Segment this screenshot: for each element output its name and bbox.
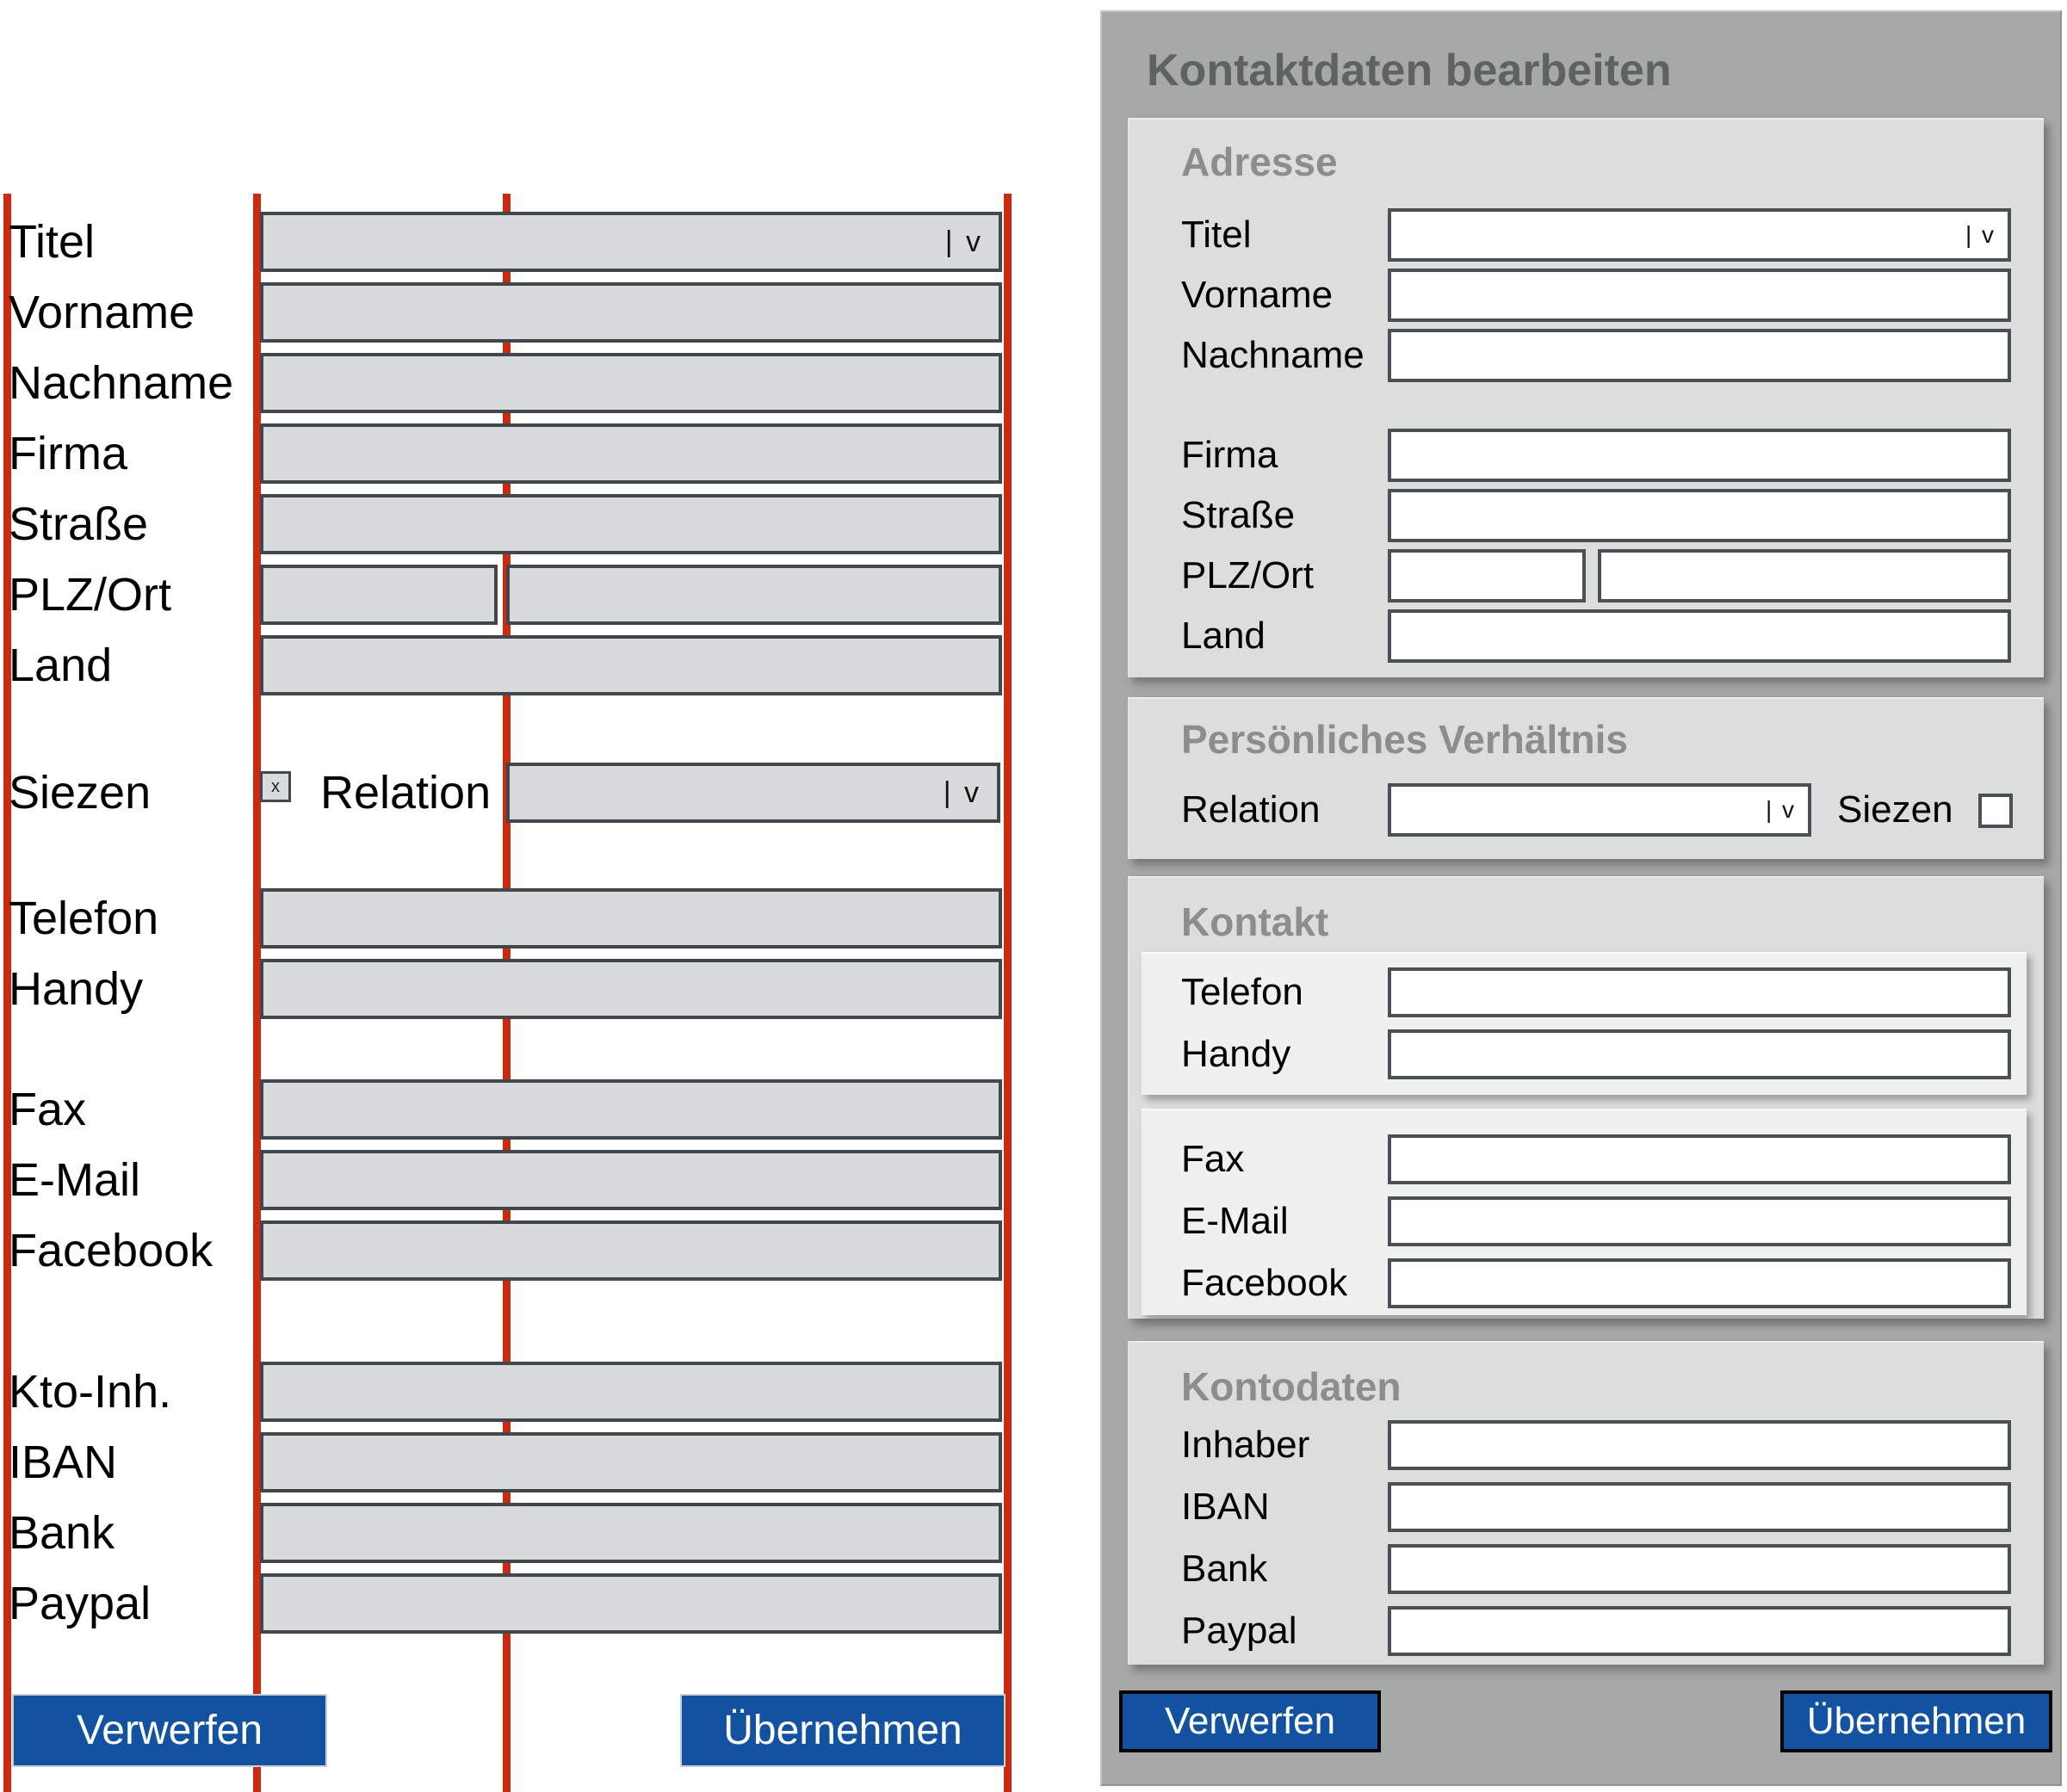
facebook-field[interactable] xyxy=(260,1220,1002,1281)
wire-row-firma xyxy=(0,423,1016,484)
strasse-input[interactable] xyxy=(1388,489,2011,542)
plz-ort-label: PLZ/Ort xyxy=(9,569,172,621)
row-inhaber xyxy=(1129,1420,2045,1470)
handy-field[interactable] xyxy=(260,959,1002,1019)
paypal-label: Paypal xyxy=(1181,1610,1297,1652)
row-firma xyxy=(1129,429,2045,482)
paypal-input[interactable] xyxy=(1388,1606,2011,1656)
wire-row-plz-ort xyxy=(0,565,1016,625)
page-title: Kontaktdaten bearbeiten xyxy=(1147,46,1672,96)
wire-row-telefon xyxy=(0,888,1016,949)
land-label: Land xyxy=(9,640,113,691)
kontakt-section xyxy=(1128,876,2044,1319)
row-handy xyxy=(1142,1029,2027,1079)
firma-field[interactable] xyxy=(260,423,1002,484)
titel-label: Titel xyxy=(1181,213,1252,256)
adresse-section xyxy=(1128,118,2044,677)
bank-field[interactable] xyxy=(260,1503,1002,1563)
row-iban xyxy=(1129,1482,2045,1532)
iban-input[interactable] xyxy=(1388,1482,2011,1532)
email-field[interactable] xyxy=(260,1150,1002,1210)
plz-field[interactable] xyxy=(260,565,498,625)
row-paypal xyxy=(1129,1606,2045,1656)
strasse-label: Straße xyxy=(1181,494,1296,536)
strasse-field[interactable] xyxy=(260,494,1002,554)
wire-row-vorname xyxy=(0,282,1016,343)
verhaeltnis-heading: Persönliches Verhältnis xyxy=(1181,717,1629,762)
telefon-input[interactable] xyxy=(1388,967,2011,1017)
wire-row-kto-inh xyxy=(0,1362,1016,1422)
chevron-down-icon: | v xyxy=(1965,221,1996,248)
row-telefon xyxy=(1142,967,2027,1017)
land-field[interactable] xyxy=(260,635,1002,695)
apply-button[interactable]: Übernehmen xyxy=(1780,1690,2052,1752)
strasse-label: Straße xyxy=(9,498,149,550)
telefon-label: Telefon xyxy=(9,893,159,944)
relation-label: Relation xyxy=(1181,788,1321,831)
row-fax xyxy=(1142,1134,2027,1184)
siezen-label: Siezen xyxy=(1837,788,1953,831)
land-label: Land xyxy=(1181,615,1266,657)
ort-field[interactable] xyxy=(506,565,1002,625)
kontakt-heading: Kontakt xyxy=(1181,899,1329,944)
row-nachname xyxy=(1129,329,2045,382)
iban-label: IBAN xyxy=(9,1437,118,1488)
chevron-down-icon: | v xyxy=(944,226,983,258)
row-vorname xyxy=(1129,269,2045,322)
wire-row-handy xyxy=(0,959,1016,1019)
row-relation xyxy=(1129,783,2045,837)
row-land xyxy=(1129,609,2045,663)
firma-input[interactable] xyxy=(1388,429,2011,482)
telefon-field[interactable] xyxy=(260,888,1002,949)
chevron-down-icon: | v xyxy=(1765,796,1796,823)
siezen-checkbox[interactable] xyxy=(260,771,291,802)
handy-input[interactable] xyxy=(1388,1029,2011,1079)
firma-label: Firma xyxy=(1181,434,1278,476)
fax-label: Fax xyxy=(1181,1138,1245,1180)
siezen-checkbox[interactable] xyxy=(1978,794,2013,828)
wire-row-fax xyxy=(0,1079,1016,1140)
inhaber-input[interactable] xyxy=(1388,1420,2011,1470)
wire-row-nachname xyxy=(0,353,1016,413)
vorname-label: Vorname xyxy=(9,287,195,338)
vorname-field[interactable] xyxy=(260,282,1002,343)
email-label: E-Mail xyxy=(9,1154,141,1206)
kto-inh-field[interactable] xyxy=(260,1362,1002,1422)
wire-row-paypal xyxy=(0,1573,1016,1634)
iban-field[interactable] xyxy=(260,1432,1002,1492)
row-email xyxy=(1142,1196,2027,1246)
contact-edit-dialog xyxy=(1100,10,2062,1786)
vorname-input[interactable] xyxy=(1388,269,2011,322)
handy-label: Handy xyxy=(1181,1033,1291,1075)
paypal-field[interactable] xyxy=(260,1573,1002,1634)
nachname-field[interactable] xyxy=(260,353,1002,413)
discard-button[interactable]: Verwerfen xyxy=(12,1694,327,1767)
email-input[interactable] xyxy=(1388,1196,2011,1246)
telefon-label: Telefon xyxy=(1181,971,1303,1013)
row-facebook xyxy=(1142,1258,2027,1308)
land-input[interactable] xyxy=(1388,609,2011,663)
wire-row-bank xyxy=(0,1503,1016,1563)
chevron-down-icon: | v xyxy=(943,776,981,809)
wire-row-siezen-relation xyxy=(0,763,1016,823)
phone-subsection xyxy=(1142,952,2027,1095)
vorname-label: Vorname xyxy=(1181,274,1334,316)
titel-label: Titel xyxy=(9,216,96,268)
adresse-heading: Adresse xyxy=(1181,139,1338,184)
wire-row-titel xyxy=(0,212,1016,272)
plz-ort-label: PLZ/Ort xyxy=(1181,554,1315,596)
wire-row-land xyxy=(0,635,1016,695)
wire-row-email xyxy=(0,1150,1016,1210)
facebook-label: Facebook xyxy=(1181,1262,1348,1304)
fax-input[interactable] xyxy=(1388,1134,2011,1184)
facebook-label: Facebook xyxy=(9,1225,214,1276)
nachname-label: Nachname xyxy=(1181,334,1365,376)
wire-row-iban xyxy=(0,1432,1016,1492)
messaging-subsection xyxy=(1142,1109,2027,1315)
discard-button[interactable]: Verwerfen xyxy=(1119,1690,1381,1752)
siezen-label: Siezen xyxy=(9,767,152,819)
bank-label: Bank xyxy=(9,1507,115,1559)
verhaeltnis-section xyxy=(1128,697,2044,859)
handy-label: Handy xyxy=(9,963,144,1015)
nachname-input[interactable] xyxy=(1388,329,2011,382)
relation-label: Relation xyxy=(320,767,492,819)
nachname-label: Nachname xyxy=(9,357,234,409)
paypal-label: Paypal xyxy=(9,1578,152,1629)
titel-dropdown[interactable] xyxy=(1388,208,2011,262)
row-bank xyxy=(1129,1544,2045,1594)
firma-label: Firma xyxy=(9,428,127,479)
row-titel xyxy=(1129,208,2045,262)
wire-row-strasse xyxy=(0,494,1016,554)
fax-label: Fax xyxy=(9,1084,87,1135)
relation-dropdown[interactable] xyxy=(506,763,1000,823)
wire-row-facebook xyxy=(0,1220,1016,1281)
relation-dropdown[interactable] xyxy=(1388,783,1811,837)
iban-label: IBAN xyxy=(1181,1486,1270,1528)
fax-field[interactable] xyxy=(260,1079,1002,1140)
row-strasse xyxy=(1129,489,2045,542)
row-plz-ort xyxy=(1129,549,2045,602)
titel-dropdown[interactable] xyxy=(260,212,1002,272)
facebook-input[interactable] xyxy=(1388,1258,2011,1308)
ort-input[interactable] xyxy=(1598,549,2011,602)
checkbox-x-icon: x xyxy=(271,777,280,796)
bank-input[interactable] xyxy=(1388,1544,2011,1594)
inhaber-label: Inhaber xyxy=(1181,1424,1310,1466)
apply-button[interactable]: Übernehmen xyxy=(680,1694,1006,1767)
kto-inh-label: Kto-Inh. xyxy=(9,1366,172,1418)
plz-input[interactable] xyxy=(1388,549,1586,602)
kontodaten-heading: Kontodaten xyxy=(1181,1364,1402,1409)
bank-label: Bank xyxy=(1181,1548,1268,1590)
email-label: E-Mail xyxy=(1181,1200,1289,1242)
kontodaten-section xyxy=(1128,1341,2044,1665)
